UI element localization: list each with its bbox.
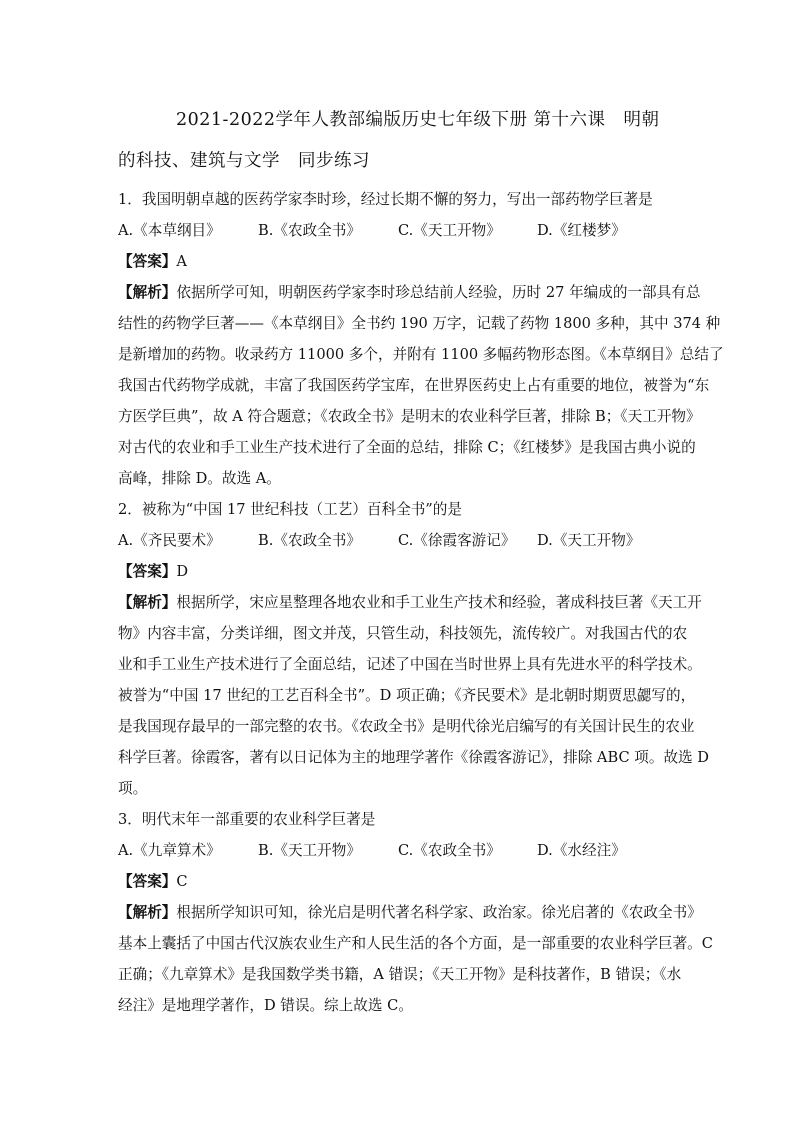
- option-a: A.《齐民要术》: [118, 532, 221, 549]
- analysis-line: [118, 897, 702, 928]
- option-d: D.《天工开物》: [537, 532, 641, 549]
- analysis-tag: 【解析】: [118, 594, 177, 611]
- analysis-line: 物》内容丰富，分类详细，图文并茂，只管生动，科技领先，流传较广。对我国古代的农: [118, 625, 688, 642]
- answer-line: [118, 866, 680, 897]
- analysis-line: 高峰，排除 D。故选 A。: [118, 470, 281, 487]
- analysis-line: 方医学巨典”，故 A 符合题意；《农政全书》是明末的农业科学巨著，排除 B；《天工开物》: [118, 408, 701, 425]
- option-c: C.《徐霞客游记》: [398, 532, 516, 549]
- option-b: B.《天工开物》: [258, 842, 361, 859]
- document-title-line-1: 2021-2022学年人教部编版历史七年级下册 第十六课 明朝: [176, 110, 660, 130]
- analysis-line: 正确；《九章算术》是我国数学类书籍，A 错误；《天工开物》是科技著作，B 错误；《水: [118, 966, 682, 983]
- answer-value: D: [176, 563, 189, 580]
- answer-value: A: [176, 253, 187, 270]
- analysis-tag: 【解析】: [118, 904, 177, 921]
- analysis-line: 是我国现存最早的一部完整的农书。《农政全书》是明代徐光启编写的有关国计民生的农业: [118, 718, 695, 735]
- option-row: [118, 835, 680, 866]
- analysis-line: [118, 277, 701, 308]
- analysis-text: 根据所学知识可知，徐光启是明代著名科学家、政治家。徐光启著的《农政全书》: [176, 904, 702, 921]
- analysis-line: 科学巨著。徐霞客，著有以日记体为主的地理学著作《徐霞客游记》，排除 ABC 项。故选 D: [118, 749, 709, 766]
- analysis-line: 业和手工业生产技术进行了全面总结，记述了中国在当时世界上具有先进水平的科学技术。: [118, 656, 702, 673]
- analysis-text: 根据所学，宋应星整理各地农业和手工业生产技术和经验，著成科技巨著《天工开: [176, 594, 702, 611]
- analysis-text: 依据所学可知，明朝医药学家李时珍总结前人经验，历时 27 年编成的一部具有总: [176, 284, 701, 301]
- analysis-line: 经注》是地理学著作，D 错误。综上故选 C。: [118, 997, 413, 1014]
- option-d: D.《水经注》: [537, 842, 626, 859]
- question-stem: 1．我国明朝卓越的医药学家李时珍，经过长期不懈的努力，写出一部药物学巨著是: [118, 191, 653, 208]
- option-row: [118, 525, 680, 556]
- question-stem: 3．明代末年一部重要的农业科学巨著是: [118, 811, 376, 828]
- analysis-line: 结性的药物学巨著——《本草纲目》全书约 190 万字，记载了药物 1800 多种，其中 374 种: [118, 315, 721, 332]
- question-stem: 2．被称为“中国 17 世纪科技（工艺）百科全书”的是: [118, 501, 462, 518]
- answer-tag: 【答案】: [118, 873, 177, 890]
- analysis-line: 项。: [118, 780, 148, 797]
- answer-value: C: [176, 873, 188, 890]
- document-title-line-2: 的科技、建筑与文学 同步练习: [118, 151, 370, 171]
- analysis-line: 是新增加的药物。收录药方 11000 多个，并附有 1100 多幅药物形态图。《本草纲目》总结了: [118, 346, 724, 363]
- analysis-line: 基本上囊括了中国古代汉族农业生产和人民生活的各个方面，是一部重要的农业科学巨著。C: [118, 935, 713, 952]
- option-row: [118, 215, 680, 246]
- option-c: C.《天工开物》: [398, 222, 501, 239]
- answer-tag: 【答案】: [118, 563, 177, 580]
- analysis-line: 我国古代药物学成就，丰富了我国医药学宝库，在世界医药史上占有重要的地位，被誉为“东: [118, 377, 710, 394]
- answer-line: [118, 556, 680, 587]
- answer-tag: 【答案】: [118, 253, 177, 270]
- option-c: C.《农政全书》: [398, 842, 501, 859]
- option-b: B.《农政全书》: [258, 222, 361, 239]
- analysis-line: 被誉为“中国 17 世纪的工艺百科全书”。D 项正确；《齐民要术》是北朝时期贾思勰写的，: [118, 687, 696, 704]
- option-b: B.《农政全书》: [258, 532, 361, 549]
- analysis-line: 对古代的农业和手工业生产技术进行了全面的总结，排除 C；《红楼梦》是我国古典小说的: [118, 439, 696, 456]
- analysis-tag: 【解析】: [118, 284, 177, 301]
- answer-line: [118, 246, 680, 277]
- question-list: [118, 184, 724, 1021]
- analysis-line: [118, 587, 702, 618]
- option-a: A.《本草纲目》: [118, 222, 221, 239]
- option-d: D.《红楼梦》: [537, 222, 626, 239]
- option-a: A.《九章算术》: [118, 842, 221, 859]
